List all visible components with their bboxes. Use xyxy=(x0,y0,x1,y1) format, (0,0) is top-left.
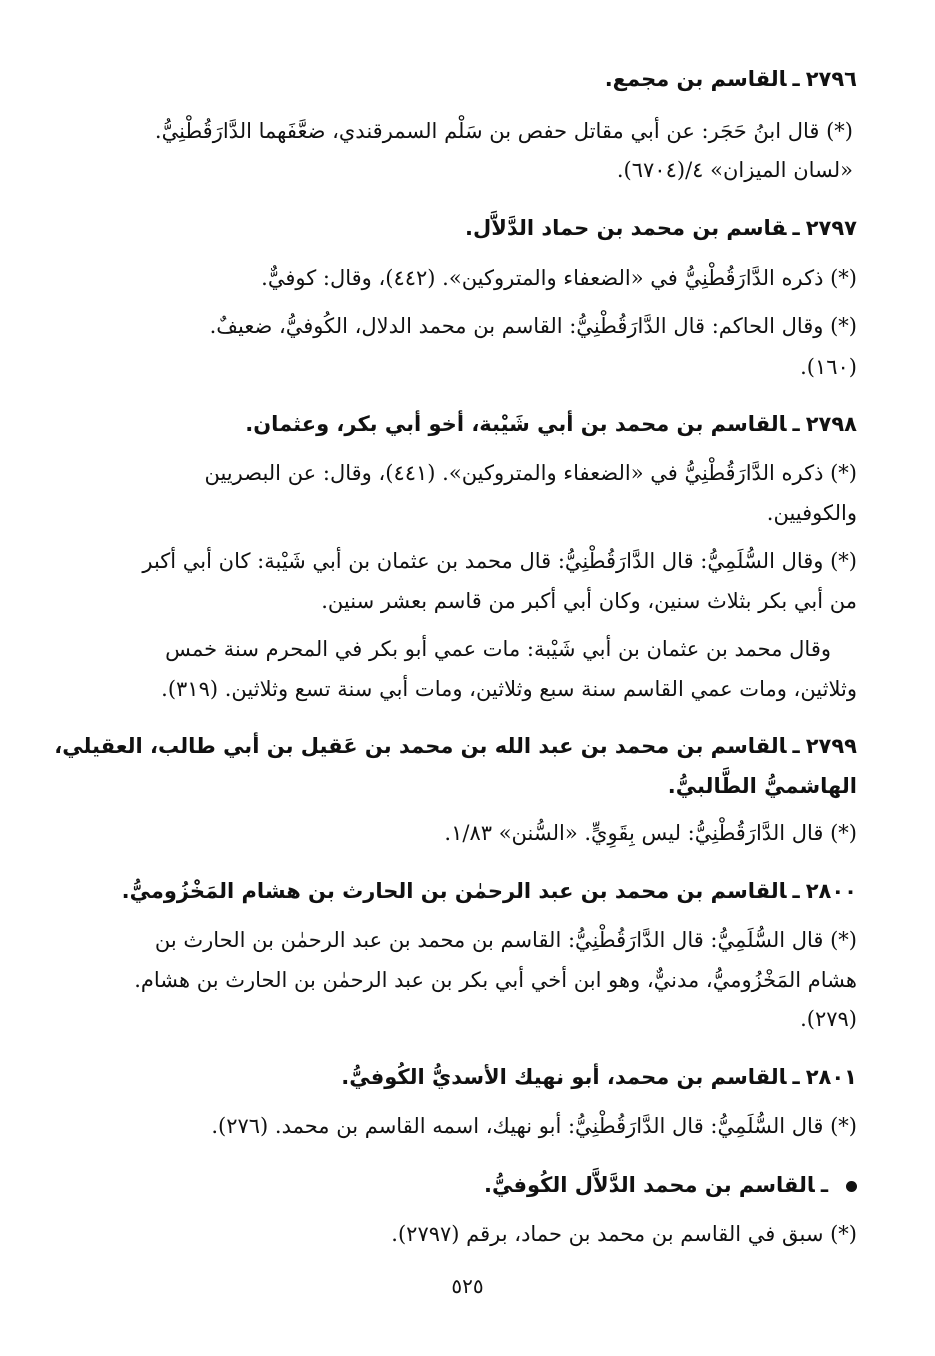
entry-number: ٢٧٩٩ xyxy=(805,734,857,758)
entry-heading-crossref xyxy=(484,1170,857,1200)
entry-heading-2801 xyxy=(341,1062,857,1092)
entry-name: القاسم بن محمد الدَّلاَّل الكُوفيُّ. xyxy=(484,1173,815,1197)
dash: ـ xyxy=(820,1173,828,1197)
entry-text-line: (*) قال الدَّارَقُطْنِيُّ: ليس بِقَوِيٍّ. «السُّنن» ١/٨٣. xyxy=(444,821,857,845)
entry-text-line: «لسان الميزان» ٤/(٦٧٠٤). xyxy=(616,158,853,182)
entry-heading-2797 xyxy=(465,213,857,243)
entry-name: القاسم بن محمد، أبو نهيك الأسديُّ الكُوفيُّ. xyxy=(341,1065,787,1089)
entry-text-line: (*) قال السُّلَمِيُّ: قال الدَّارَقُطْنِيُّ: أبو نهيك، اسمه القاسم بن محمد. (٢٧٦). xyxy=(211,1114,857,1138)
entry-number: ٢٧٩٧ xyxy=(805,216,857,240)
entry-text-line: (*) ذكره الدَّارَقُطْنِيُّ في «الضعفاء والمتروكين». (٤٤١)، وقال: عن البصريين xyxy=(204,461,857,485)
page-number: ٥٢٥ xyxy=(451,1274,484,1298)
entry-text-line: (*) ذكره الدَّارَقُطْنِيُّ في «الضعفاء والمتروكين». (٤٤٢)، وقال: كوفيٌّ. xyxy=(261,266,857,290)
entry-heading-continuation: الهاشميُّ الطَّالبيُّ. xyxy=(667,774,857,798)
entry-number: ٢٨٠٠ xyxy=(805,879,857,903)
dash: ـ xyxy=(792,67,800,91)
entry-name: القاسم بن محمد بن عبد الله بن محمد بن عَقيل بن أبي طالب، العقيلي، xyxy=(54,734,787,758)
entry-number: ٢٧٩٦ xyxy=(805,67,857,91)
entry-text-line: (*) سبق في القاسم بن محمد بن حماد، برقم (٢٧٩٧). xyxy=(391,1222,857,1246)
entry-text-line: (٢٧٩). xyxy=(800,1007,857,1031)
dash: ـ xyxy=(792,879,800,903)
entry-text-line: (*) قال ابنُ حَجَر: عن أبي مقاتل حفص بن سَلْم السمرقندي، ضعَّفَهما الدَّارَقُطْنِيُّ. xyxy=(154,119,853,143)
entry-name: القاسم بن مجمع. xyxy=(604,67,787,91)
bullet-icon xyxy=(846,1181,857,1192)
dash: ـ xyxy=(792,216,800,240)
entry-text-line: (١٦٠). xyxy=(800,355,857,379)
entry-heading-2799 xyxy=(54,731,857,761)
dash: ـ xyxy=(792,734,800,758)
entry-heading-2796 xyxy=(605,64,857,94)
entry-heading-2798 xyxy=(245,409,857,439)
entry-text-line: وقال محمد بن عثمان بن أبي شَيْبة: مات عمي أبو بكر في المحرم سنة خمس xyxy=(165,637,831,661)
entry-text-line: وثلاثين، ومات عمي القاسم سنة سبع وثلاثين، ومات أبي سنة تسع وثلاثين. (٣١٩). xyxy=(161,677,857,701)
entry-name: قاسم بن محمد بن حماد الدَّلاَّل. xyxy=(465,216,787,240)
entry-number: ٢٧٩٨ xyxy=(805,412,857,436)
entry-text-line: هشام المَخْزُوميُّ، مدنيٌّ، وهو ابن أخي أبي بكر بن عبد الرحمٰن بن الحارث بن هشام. xyxy=(134,968,857,992)
entry-number: ٢٨٠١ xyxy=(805,1065,857,1089)
entry-text-line: والكوفيين. xyxy=(766,501,857,525)
entry-heading-2800 xyxy=(122,876,857,906)
dash: ـ xyxy=(792,1065,800,1089)
entry-name: القاسم بن محمد بن عبد الرحمٰن بن الحارث بن هشام المَخْزُوميُّ. xyxy=(121,879,787,903)
entry-text-line: (*) وقال الحاكم: قال الدَّارَقُطْنِيُّ: القاسم بن محمد الدلال، الكُوفيُّ، ضعيفٌ. xyxy=(209,314,857,338)
entry-text-line: من أبي بكر بثلاث سنين، وكان أبي أكبر من قاسم بعشر سنين. xyxy=(321,589,857,613)
entry-name: القاسم بن محمد بن أبي شَيْبة، أخو أبي بكر، وعثمان. xyxy=(245,412,787,436)
dash: ـ xyxy=(792,412,800,436)
entry-text-line: (*) وقال السُّلَمِيُّ: قال الدَّارَقُطْنِيُّ: قال محمد بن عثمان بن أبي شَيْبة: كان أبي أكبر xyxy=(142,549,857,573)
entry-text-line: (*) قال السُّلَمِيُّ: قال الدَّارَقُطْنِيُّ: القاسم بن محمد بن عبد الرحمٰن بن الحارث بن xyxy=(154,928,857,952)
